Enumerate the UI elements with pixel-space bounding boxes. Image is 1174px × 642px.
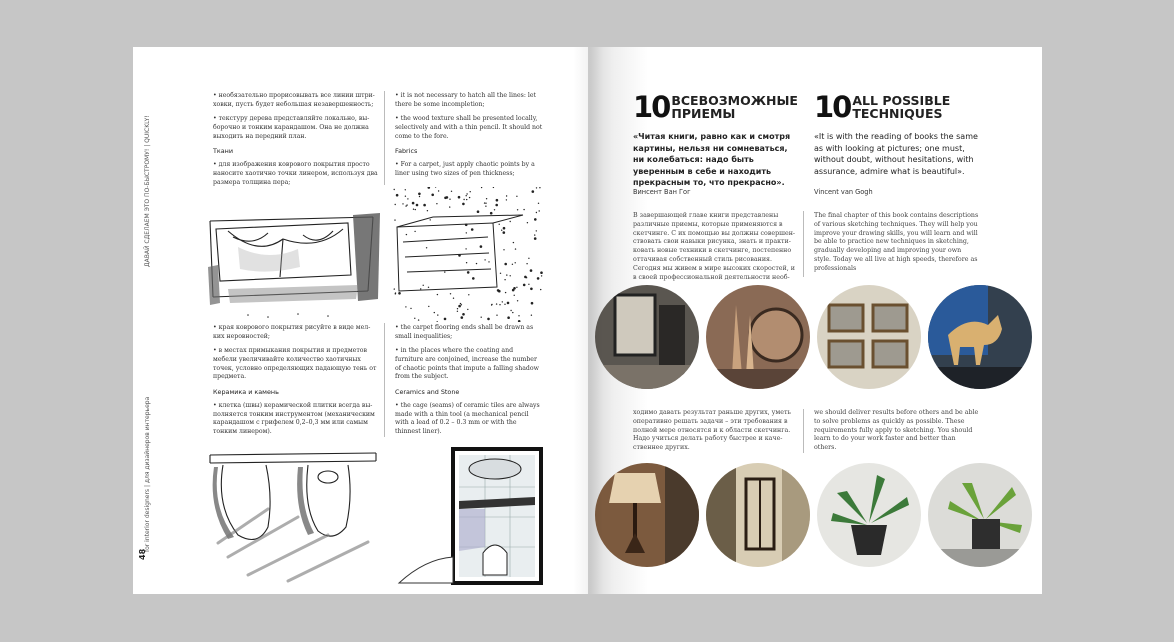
en-fabrics-text: • For a carpet, just apply chaotic points by a liner using two sizes of pen thickness; [395, 161, 535, 177]
en-chapter-title-1: ALL POSSIBLE [852, 93, 951, 108]
carpet-sketch [393, 187, 543, 322]
ru-chapter-title-1: ВСЕВОЗМОЖНЫЕ [671, 93, 798, 108]
en-bullet-3: • the carpet flooring ends shall be drawn as small inequalities; [395, 324, 534, 340]
running-head: ДАВАЙ СДЕЛАЕМ ЭТО ПО-БЫСТРОМУ! | QUICKLY! [144, 115, 151, 267]
en-quote: «It is with the reading of books the same as with looking at pictures; one must, without doubt, without hesitations, with assurance, admire what is beautiful». [814, 132, 978, 176]
en-bullet-4: • in the places where the coating and furniture are conjoined, increase the number of chaotic points that impute a falling shadow from the subject. [395, 347, 539, 381]
en-chapter-heading [814, 90, 951, 124]
left-page [133, 47, 588, 594]
toilet-sketch [208, 447, 383, 587]
ru-fabrics-heading: Ткани [213, 147, 234, 156]
sketch-circle-plant-2 [928, 463, 1032, 567]
en-chapter-title-2: TECHNIQUES [852, 106, 943, 121]
column-divider-4 [803, 409, 804, 453]
en-column-mid [395, 324, 543, 443]
ru-quote: «Читая книги, равно как и смотря картины, нельзя ни сомневаться, ни колебаться: надо быть уверенным в себе и находить прекрасным то, что прекрасно». [633, 132, 791, 188]
en-bullet-2: • the wood texture shall be presented locally, selectively and with a thin pencil. It should not come to the fore. [395, 115, 543, 140]
sketch-circle-lamp [595, 463, 699, 567]
en-ceramics-heading: Ceramics and Stone [395, 388, 460, 397]
ru-fabrics-text: • для изображения коврового покрытия просто наносите хаотично точки линером, используя два размера толщина пера; [213, 161, 378, 186]
spine-shadow [573, 47, 603, 594]
ru-column-top [213, 92, 379, 193]
en-ceramics-text: • the cage (seams) of ceramic tiles are always made with a thin tool (a mechanical pencil with a lead of 0.2 – 0.3 mm or with the thinnest liner). [395, 402, 540, 436]
en-body-1: The final chapter of this book contains descriptions of various sketching techniques. They will help you improve your drawing skills, you will learn and will be able to practice new techniques in sketching, gradually developing and improving your own style. Today we all live at high speeds, therefore as professionals [814, 212, 979, 272]
ru-body-2: ходимо давать результат раньше других, уметь оперативно решать задачи – эти требования в полной мере относятся и к области скетчинга. Надо учиться делать работу быстрее и каче-ственнее других. [633, 409, 791, 452]
en-chapter-number: 10 [814, 90, 851, 124]
book-spread [133, 47, 1042, 594]
ru-chapter-number: 10 [633, 90, 670, 124]
sketch-circle-mirror [595, 285, 699, 389]
sketch-circle-plant [817, 463, 921, 567]
column-divider [384, 91, 385, 185]
ru-bullet-4: • в местах примыкания покрытия и предметов мебели увеличивайте количество хаотичных точек, условно определяющих падающую тень от предмета. [213, 347, 377, 381]
en-bullet-1: • it is not necessary to hatch all the lines: let there be some incompletion; [395, 92, 536, 108]
running-foot: for interior designers | для дизайнеров интерьера [144, 396, 151, 552]
sketch-circle-horse [928, 285, 1032, 389]
en-fabrics-heading: Fabrics [395, 147, 418, 156]
sketch-circle-chair [706, 463, 810, 567]
ru-bullet-2: • текстуру дерева представляйте локально, вы-борочно и тонким карандашом. Она не должна выходить на передний план. [213, 115, 370, 140]
ru-body-1: В завершающей главе книги представлены различные приемы, которые применяются в скетчинге. С их помощью вы должны совершен-ствовать свои навыки рисунка, знать и практи-ковать новые техники в скетчинге, постепенно оттачивая собственный стиль рисования. Сегодня мы живем в мире высоких скоростей, и в своей профессиональной деятельности необ- [633, 212, 796, 281]
ru-ceramics-heading: Керамика и камень [213, 388, 279, 397]
ru-column-mid [213, 324, 379, 443]
ru-chapter-title-2: ПРИЕМЫ [671, 106, 736, 121]
column-divider-3 [803, 211, 804, 277]
ru-chapter-heading [633, 90, 798, 124]
en-quote-author: Vincent van Gogh [814, 188, 873, 196]
en-body-2: we should deliver results before others and be able to solve problems as quickly as possible. These requirements fully apply to sketching. You should learn to do your work faster and better than others. [814, 409, 979, 452]
page-number: 48 [138, 548, 147, 560]
column-divider-2 [384, 323, 385, 437]
right-page [588, 47, 1042, 594]
ru-ceramics-text: • клетка (швы) керамической плитки всегда вы-полняется тонким инструментом (механическим карандашом с грифелем 0,2–0,3 мм или самым тонким линером). [213, 402, 375, 436]
ru-bullet-1: • необязательно прорисовывать все линии штри-ховки, пусть будет небольшая незавершенность; [213, 92, 375, 108]
bathroom-sketch [395, 447, 545, 587]
ru-bullet-3: • края коврового покрытия рисуйте в виде мел-ких неровностей; [213, 324, 371, 340]
en-column-top [395, 92, 543, 185]
ru-quote-author: Винсент Ван Гог [633, 188, 691, 196]
sketch-circle-vases [706, 285, 810, 389]
bed-sketch [208, 207, 383, 322]
sketch-circle-frames [817, 285, 921, 389]
